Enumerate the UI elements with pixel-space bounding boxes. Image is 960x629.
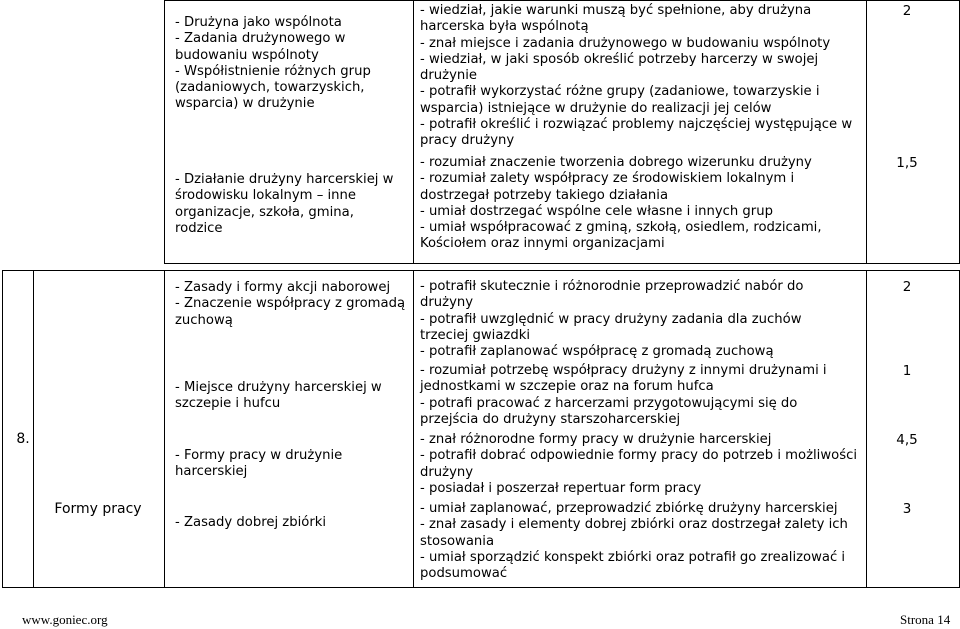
skill-line: - rozumiał znaczenie tworzenia dobrego wizerunku drużyny xyxy=(420,155,812,170)
skills-group xyxy=(420,3,852,150)
skill-line: jednostkami w szczepie oraz na forum hufca xyxy=(420,379,714,395)
topic-line: (zadaniowych, towarzyskich, xyxy=(175,80,365,96)
skill-line: - wiedział, jakie warunki muszą być spełnione, aby drużyna xyxy=(420,3,812,18)
skill-line: - potrafił dobrać odpowiednie formy pracy do potrzeb i możliwości xyxy=(420,448,857,464)
skill-line: trzeciej gwiazdki xyxy=(420,327,531,343)
table-rule xyxy=(2,587,960,588)
skill-line: drużynie xyxy=(420,68,478,84)
table-rule xyxy=(33,270,34,588)
skill-line: - znał różnorodne formy pracy w drużynie harcerskiej xyxy=(420,432,772,447)
skill-line: - potrafił określić i rozwiązać problemy najczęściej występujące w xyxy=(420,117,853,133)
skill-line: - potrafił wykorzystać różne grupy (zadaniowe, towarzyskie i xyxy=(420,84,820,100)
table-rule xyxy=(413,0,414,264)
skill-line: - znał miejsce i zadania drużynowego w budowaniu wspólnoty xyxy=(420,35,831,51)
topic-line: harcerskiej xyxy=(175,464,248,480)
topic-line: - Znaczenie współpracy z gromadą xyxy=(175,296,406,312)
topic-line: - Drużyna jako wspólnota xyxy=(175,15,342,30)
hours-value: 2 xyxy=(902,3,912,19)
skill-line: podsumować xyxy=(420,566,508,582)
skill-line: drużyny xyxy=(420,464,474,480)
skill-line: przejścia do drużyny starszoharcerskiej xyxy=(420,411,681,427)
topic-line: rodzice xyxy=(175,220,223,236)
skills-group xyxy=(420,279,803,360)
hours-value: 3 xyxy=(902,501,912,517)
skill-line: stosowania xyxy=(420,533,495,549)
topic-line: - Współistnienie różnych grup xyxy=(175,63,371,79)
skill-line: - wiedział, w jaki sposób określić potrzeby harcerzy w swojej xyxy=(420,51,819,67)
skill-line: - potrafił uwzględnić w pracy drużyny zadania dla zuchów xyxy=(420,311,802,327)
skill-line: dostrzegał potrzeby takiego działania xyxy=(420,187,669,203)
topic-line: - Zasady i formy akcji naborowej xyxy=(175,280,391,295)
skill-line: - umiał współpracować z gminą, szkołą, osiedlem, rodzicami, xyxy=(420,220,822,236)
table-rule xyxy=(164,0,960,1)
topics-group xyxy=(175,15,371,113)
hours-value: 2 xyxy=(902,279,912,295)
skill-line: Kościołem oraz innymi organizacjami xyxy=(420,236,665,252)
skill-line: pracy drużyny xyxy=(420,133,515,149)
skill-line: - potrafił skutecznie i różnorodnie przeprowadzić nabór do xyxy=(420,279,804,294)
hours-value: 1 xyxy=(902,363,912,379)
skill-line: - umiał zaplanować, przeprowadzić zbiórkę drużyny harcerskiej xyxy=(420,501,838,516)
skills-group xyxy=(420,363,827,428)
table-rule xyxy=(413,270,414,588)
topic-line: - Formy pracy w drużynie xyxy=(175,448,343,463)
table-rule xyxy=(164,270,165,588)
table-rule xyxy=(2,270,3,588)
table-rule xyxy=(866,270,867,588)
topic-line: - Zasady dobrej zbiórki xyxy=(175,515,327,530)
skills-group xyxy=(420,155,822,253)
topic-line: - Miejsce drużyny harcerskiej w xyxy=(175,380,382,395)
skill-line: harcerska była wspólnotą xyxy=(420,19,589,35)
skill-line: wsparcia) istniejące w drużynie do realizacji jej celów xyxy=(420,100,772,116)
table-rule xyxy=(866,0,867,264)
skill-line: - umiał dostrzegać wspólne cele własne i innych grup xyxy=(420,203,773,219)
topic-line: - Zadania drużynowego w xyxy=(175,31,346,47)
hours-value: 4,5 xyxy=(896,432,918,448)
skill-line: - potrafił zaplanować współpracę z gromadą zuchową xyxy=(420,344,774,360)
table-rule xyxy=(164,263,960,264)
skills-group xyxy=(420,501,848,582)
footer-page-number: Strona 14 xyxy=(900,612,951,627)
row-number: 8. xyxy=(16,431,30,447)
table-rule xyxy=(164,0,165,264)
skill-line: - posiadał i poszerzał repertuar form pracy xyxy=(420,480,702,496)
hours-value: 1,5 xyxy=(896,155,918,171)
topic-line: zuchową xyxy=(175,312,233,328)
topic-line: wsparcia) w drużynie xyxy=(175,96,315,112)
skill-line: - umiał sporządzić konspekt zbiórki oraz potrafił go zrealizować i xyxy=(420,549,846,565)
category-name: Formy pracy xyxy=(54,501,142,517)
topic-line: organizacje, szkoła, gmina, xyxy=(175,204,354,220)
topic-line: - Działanie drużyny harcerskiej w xyxy=(175,172,394,187)
topics-group xyxy=(175,380,382,413)
skill-line: - potrafi pracować z harcerzami przygotowującymi się do xyxy=(420,395,798,411)
skills-group xyxy=(420,432,857,497)
topics-group xyxy=(175,172,393,237)
topics-group xyxy=(175,515,326,531)
footer-url[interactable]: www.goniec.org xyxy=(22,612,108,627)
topics-group xyxy=(175,280,405,329)
topics-group xyxy=(175,448,342,481)
skill-line: - znał zasady i elementy dobrej zbiórki oraz dostrzegał zalety ich xyxy=(420,517,848,533)
topic-line: budowaniu wspólnoty xyxy=(175,47,319,63)
topic-line: szczepie i hufcu xyxy=(175,396,281,412)
topic-line: środowisku lokalnym – inne xyxy=(175,188,356,204)
table-rule xyxy=(2,270,960,271)
skill-line: - rozumiał potrzebę współpracy drużyny z innymi drużynami i xyxy=(420,363,827,378)
skill-line: - rozumiał zalety współpracy ze środowiskiem lokalnym i xyxy=(420,171,795,187)
skill-line: drużyny xyxy=(420,295,474,311)
